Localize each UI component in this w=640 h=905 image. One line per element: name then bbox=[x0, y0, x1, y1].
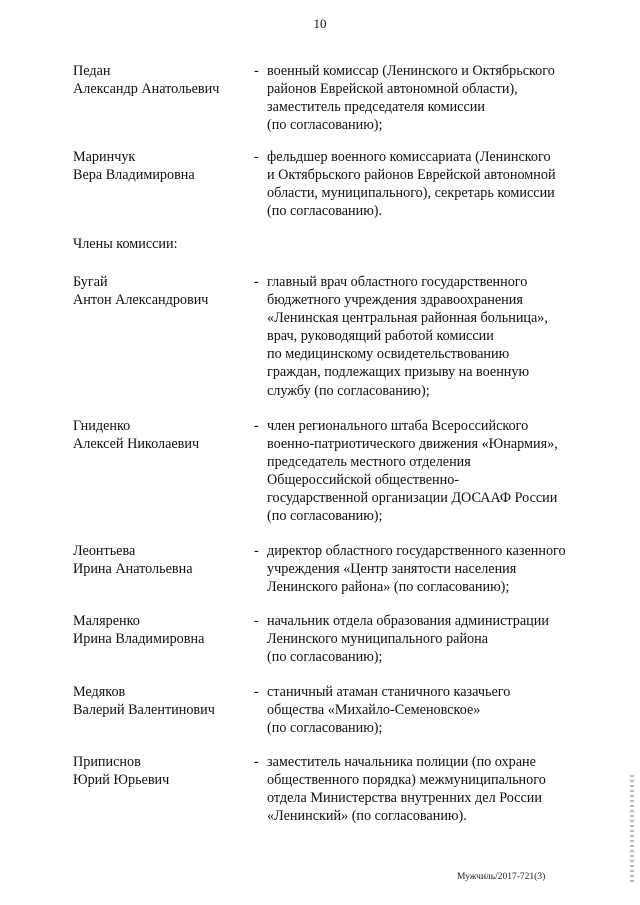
role-line: член регионального штаба Всероссийского bbox=[267, 418, 529, 434]
role-line: заместитель председателя комиссии bbox=[267, 99, 485, 116]
role-line: общественного порядка) межмуниципального bbox=[267, 772, 546, 789]
margin-scan-mark bbox=[630, 775, 634, 885]
role-line: фельдшер военного комиссариата (Ленинского bbox=[267, 149, 551, 165]
surname: Маляренко bbox=[73, 613, 140, 629]
surname: Приписнов bbox=[73, 754, 141, 770]
member-role bbox=[267, 148, 597, 220]
member-name bbox=[73, 542, 253, 578]
member-role bbox=[267, 62, 597, 134]
role-line: «Ленинская центральная районная больница», bbox=[267, 310, 548, 327]
surname: Медяков bbox=[73, 684, 126, 700]
dash: - bbox=[254, 418, 259, 434]
role-line: области, муниципального), секретарь комиссии bbox=[267, 185, 555, 202]
role-line: (по согласованию); bbox=[267, 720, 383, 737]
member-name bbox=[73, 273, 253, 309]
dash: - bbox=[254, 274, 259, 290]
role-line: граждан, подлежащих призыву на военную bbox=[267, 364, 530, 381]
role-line: службу (по согласованию); bbox=[267, 382, 430, 399]
member-name bbox=[73, 148, 253, 184]
role-line: главный врач областного государственного bbox=[267, 274, 528, 290]
role-line: районов Еврейской автономной области), bbox=[267, 81, 518, 98]
role-line: Ленинского района» (по согласованию); bbox=[267, 579, 510, 596]
footer-document-code: Мужчиль/2017-721(3) bbox=[457, 872, 546, 882]
surname: Гниденко bbox=[73, 418, 131, 434]
member-name bbox=[73, 753, 253, 789]
given-names: Александр Анатольевич bbox=[73, 81, 220, 98]
role-line: и Октябрьского районов Еврейской автономной bbox=[267, 167, 556, 184]
role-line: военный комиссар (Ленинского и Октябрьского bbox=[267, 63, 555, 79]
role-line: (по согласованию); bbox=[267, 649, 383, 666]
role-line: Ленинского муниципального района bbox=[267, 631, 489, 648]
member-role bbox=[267, 683, 597, 737]
member-role bbox=[267, 753, 597, 825]
member-name bbox=[73, 417, 253, 453]
role-line: станичный атаман станичного казачьего bbox=[267, 684, 511, 700]
dash: - bbox=[254, 543, 259, 559]
member-role bbox=[267, 417, 597, 526]
surname: Маринчук bbox=[73, 149, 136, 165]
dash: - bbox=[254, 63, 259, 79]
given-names: Валерий Валентинович bbox=[73, 702, 215, 719]
role-line: отдела Министерства внутренних дел России bbox=[267, 790, 542, 807]
role-line: общества «Михайло-Семеновское» bbox=[267, 702, 481, 719]
role-line: (по согласованию). bbox=[267, 203, 383, 220]
given-names: Юрий Юрьевич bbox=[73, 772, 170, 789]
role-line: директор областного государственного казенного bbox=[267, 543, 566, 559]
role-line: (по согласованию); bbox=[267, 508, 383, 525]
page-number: 10 bbox=[313, 16, 327, 31]
role-line: государственной организации ДОСААФ России bbox=[267, 490, 558, 507]
given-names: Антон Александрович bbox=[73, 292, 209, 309]
role-line: врач, руководящий работой комиссии bbox=[267, 328, 494, 345]
given-names: Алексей Николаевич bbox=[73, 436, 200, 453]
role-line: военно-патриотического движения «Юнармия», bbox=[267, 436, 558, 453]
role-line: учреждения «Центр занятости населения bbox=[267, 561, 517, 578]
member-name bbox=[73, 612, 253, 648]
role-line: «Ленинский» (по согласованию). bbox=[267, 808, 467, 825]
dash: - bbox=[254, 149, 259, 165]
role-line: начальник отдела образования администрации bbox=[267, 613, 549, 629]
given-names: Вера Владимировна bbox=[73, 167, 195, 184]
section-heading: Члены комиссии: bbox=[73, 236, 178, 252]
surname: Педан bbox=[73, 63, 111, 79]
surname: Бугай bbox=[73, 274, 108, 290]
member-role bbox=[267, 612, 597, 666]
role-line: по медицинскому освидетельствованию bbox=[267, 346, 510, 363]
role-line: председатель местного отделения bbox=[267, 454, 471, 471]
member-name bbox=[73, 683, 253, 719]
member-name bbox=[73, 62, 253, 98]
member-role bbox=[267, 542, 597, 596]
dash: - bbox=[254, 684, 259, 700]
dash: - bbox=[254, 613, 259, 629]
given-names: Ирина Анатольевна bbox=[73, 561, 193, 578]
role-line: заместитель начальника полиции (по охране bbox=[267, 754, 536, 770]
role-line: (по согласованию); bbox=[267, 117, 383, 134]
role-line: бюджетного учреждения здравоохранения bbox=[267, 292, 523, 309]
given-names: Ирина Владимировна bbox=[73, 631, 205, 648]
dash: - bbox=[254, 754, 259, 770]
surname: Леонтьева bbox=[73, 543, 136, 559]
role-line: Общероссийской общественно- bbox=[267, 472, 460, 489]
member-role bbox=[267, 273, 597, 400]
